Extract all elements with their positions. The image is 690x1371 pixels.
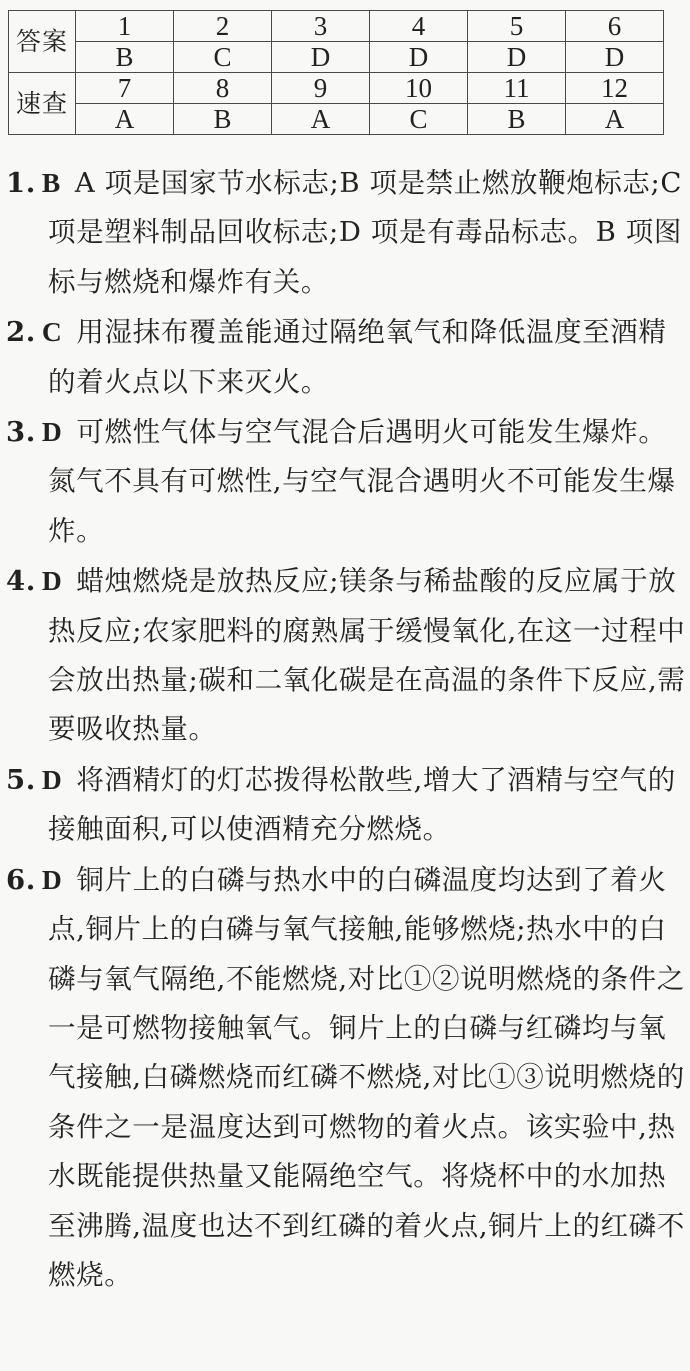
explanation-list	[6, 158, 686, 1300]
question-number: 9	[272, 73, 370, 104]
answer-letter: D	[370, 42, 468, 73]
explanation-item-3	[6, 407, 686, 556]
question-number: 5	[468, 11, 566, 42]
question-number: 2	[174, 11, 272, 42]
item-answer: D	[41, 863, 63, 895]
item-text: 铜片上的白磷与热水中的白磷温度均达到了着火点,铜片上的白磷与氧气接触,能够燃烧;热水中的白磷与氧气隔绝,不能燃烧,对比①②说明燃烧的条件之一是可燃物接触氧气。铜片上的白磷与红磷均与氧气接触,白磷燃烧而红磷不燃烧,对比①③说明燃烧的条件之一是温度达到可燃物的着火点。该实验中,热水既能提供热量又能隔绝空气。将烧杯中的水加热至沸腾,温度也达不到红磷的着火点,铜片上的红磷不燃烧。	[48, 863, 685, 1291]
answer-letter: B	[76, 42, 174, 73]
answer-letter: A	[272, 104, 370, 135]
answer-letter: D	[272, 42, 370, 73]
explanation-item-2	[6, 307, 686, 407]
explanation-item-1	[6, 158, 686, 307]
table-label-answer: 答案	[9, 11, 76, 73]
explanation-item-4	[6, 556, 686, 755]
table-row	[9, 42, 664, 73]
answer-letter: B	[468, 104, 566, 135]
question-number: 10	[370, 73, 468, 104]
item-text: 将酒精灯的灯芯拨得松散些,增大了酒精与空气的接触面积,可以使酒精充分燃烧。	[48, 763, 676, 846]
answer-letter: A	[566, 104, 664, 135]
item-answer: C	[41, 316, 63, 348]
table-label-quick-check: 速查	[9, 73, 76, 135]
item-text: 蜡烛燃烧是放热反应;镁条与稀盐酸的反应属于放热反应;农家肥料的腐熟属于缓慢氧化,在这一过程中会放出热量;碳和二氧化碳是在高温的条件下反应,需要吸收热量。	[48, 565, 686, 746]
question-number: 12	[566, 73, 664, 104]
item-number: 2.	[6, 316, 36, 349]
explanation-item-6	[6, 855, 686, 1301]
item-number: 1.	[6, 167, 36, 199]
answer-letter: B	[174, 104, 272, 135]
question-number: 8	[174, 73, 272, 104]
item-answer: D	[41, 565, 63, 597]
item-answer: B	[41, 167, 61, 198]
item-number: 5.	[6, 763, 36, 796]
table-row	[9, 11, 664, 42]
item-number: 4.	[6, 565, 36, 598]
question-number: 11	[468, 73, 566, 104]
question-number: 6	[566, 11, 664, 42]
question-number: 4	[370, 11, 468, 42]
table-row	[9, 104, 664, 135]
item-number: 6.	[6, 863, 36, 896]
explanation-item-5	[6, 755, 686, 855]
answer-letter: A	[76, 104, 174, 135]
question-number: 1	[76, 11, 174, 42]
question-number: 3	[272, 11, 370, 42]
answer-letter: C	[370, 104, 468, 135]
item-number: 3.	[6, 416, 36, 449]
item-text: 可燃性气体与空气混合后遇明火可能发生爆炸。氮气不具有可燃性,与空气混合遇明火不可能发生爆炸。	[48, 416, 676, 547]
item-text: A 项是国家节水标志;B 项是禁止燃放鞭炮标志;C 项是塑料制品回收标志;D 项是有毒品标志。B 项图标与燃烧和爆炸有关。	[48, 167, 683, 298]
answer-letter: D	[566, 42, 664, 73]
table-row	[9, 73, 664, 104]
question-number: 7	[76, 73, 174, 104]
item-text: 用湿抹布覆盖能通过隔绝氧气和降低温度至酒精的着火点以下来灭火。	[48, 316, 667, 398]
item-answer: D	[41, 763, 63, 795]
answer-letter: C	[174, 42, 272, 73]
answer-letter: D	[468, 42, 566, 73]
item-answer: D	[41, 416, 63, 448]
answer-quick-check-table	[8, 10, 664, 135]
